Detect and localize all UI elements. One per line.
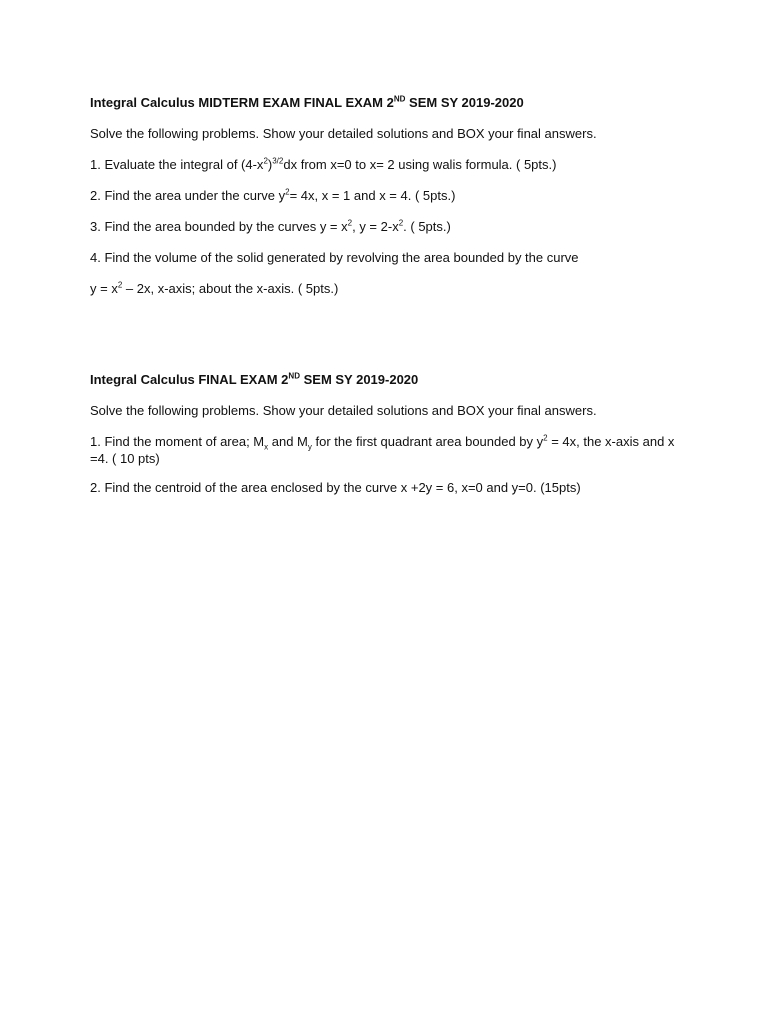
midterm-title-text: Integral Calculus MIDTERM EXAM FINAL EXAM 2	[90, 95, 394, 110]
final-q1-text-c: for the first quadrant area bounded by y	[311, 434, 544, 449]
final-title-text-end: SEM SY 2019-2020	[299, 372, 419, 387]
final-q1-text-a: 1. Find the moment of area; M	[90, 434, 265, 449]
midterm-title-text-end: SEM SY 2019-2020	[405, 95, 524, 110]
final-q1-subscript-x: x	[264, 442, 269, 452]
final-title-text: Integral Calculus FINAL EXAM 2	[90, 372, 289, 387]
final-question-2: 2. Find the centroid of the area enclosed by the curve x +2y = 6, x=0 and y=0. (15pts)	[90, 480, 581, 495]
final-title	[90, 371, 690, 388]
midterm-title	[90, 94, 690, 111]
midterm-title-superscript: ND	[393, 94, 406, 104]
final-q1-exponent: 2	[543, 433, 548, 443]
midterm-exam-section	[90, 94, 690, 311]
midterm-q3-text-b: , y = 2-x	[352, 219, 399, 234]
midterm-q1-text-c: dx from x=0 to x= 2 using walis formula. ( 5pts.)	[283, 157, 557, 172]
midterm-q4-text-a: y = x	[90, 281, 118, 296]
final-exam-section	[90, 371, 690, 510]
midterm-q3-text-c: . ( 5pts.)	[403, 219, 451, 234]
midterm-q1-text-b: )	[267, 157, 273, 172]
midterm-question-3	[90, 218, 690, 235]
midterm-q2-text-b: = 4x, x = 1 and x = 4. ( 5pts.)	[289, 188, 456, 203]
midterm-q4-exponent: 2	[117, 280, 123, 290]
midterm-q1-exponent-2: 3/2	[272, 156, 284, 166]
final-title-superscript: ND	[288, 371, 300, 381]
midterm-q3-exponent-2: 2	[398, 218, 404, 228]
midterm-q3-text-a: 3. Find the area bounded by the curves y = x	[90, 219, 348, 234]
midterm-q2-exponent: 2	[285, 187, 290, 197]
midterm-question-4-line-1: 4. Find the volume of the solid generated by revolving the area bounded by the curve	[90, 250, 579, 265]
midterm-question-4-line-2	[90, 280, 690, 297]
midterm-q4-text-b: – 2x, x-axis; about the x-axis. ( 5pts.)	[122, 281, 339, 296]
midterm-instructions: Solve the following problems. Show your detailed solutions and BOX your final answers.	[90, 126, 597, 141]
final-q1-subscript-y: y	[307, 442, 312, 452]
midterm-q2-text-a: 2. Find the area under the curve y	[90, 188, 286, 203]
midterm-question-2	[90, 187, 690, 204]
final-q1-text-d: = 4x, the x-axis and x =4. ( 10 pts)	[90, 434, 675, 466]
final-instructions: Solve the following problems. Show your detailed solutions and BOX your final answers.	[90, 403, 597, 418]
midterm-question-1	[90, 156, 690, 173]
final-question-1	[90, 433, 690, 467]
midterm-q3-exponent-1: 2	[347, 218, 353, 228]
final-q1-text-b: and M	[268, 434, 308, 449]
midterm-q1-exponent-1: 2	[263, 156, 268, 166]
midterm-q1-text-a: 1. Evaluate the integral of (4-x	[90, 157, 264, 172]
